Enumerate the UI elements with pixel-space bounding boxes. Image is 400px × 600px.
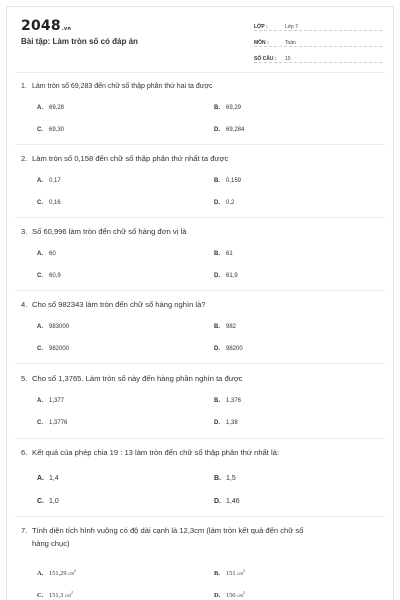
divider xyxy=(15,438,385,439)
meta-label: SỐ CÂU : xyxy=(254,56,277,62)
divider xyxy=(15,363,385,364)
option-a[interactable]: A. 0,17 xyxy=(37,178,61,184)
option-c[interactable]: C. 982000 xyxy=(37,346,70,352)
question-text: 3. Số 60,996 làm tròn đến chữ số hàng đơn vị là xyxy=(21,227,187,236)
meta-row-subject xyxy=(254,33,382,47)
option-c[interactable]: C. 1,3776 xyxy=(37,420,68,426)
option-a[interactable]: A. 69,28 xyxy=(37,105,65,111)
question-text: 5. Cho số 1,3765. Làm tròn số này đến hàng phần nghìn ta được xyxy=(21,374,243,383)
question-text: 6. Kết quả của phép chia 19 : 13 làm tròn đến chữ số thập phân thứ nhất là: xyxy=(21,448,280,457)
option-c[interactable]: C. 1,0 xyxy=(37,498,59,505)
option-a[interactable]: A. 983000 xyxy=(37,324,70,330)
question-text-continued: hàng chục) xyxy=(32,539,70,548)
option-c[interactable]: C. 60,9 xyxy=(37,273,61,279)
worksheet xyxy=(6,6,394,600)
option-d[interactable]: D. 61,9 xyxy=(214,273,238,279)
option-b[interactable]: B. 1,5 xyxy=(214,475,236,482)
option-d[interactable]: D. 1,38 xyxy=(214,420,238,426)
question-text: 7. Tính diện tích hình vuông có độ dài cạnh là 12,3cm (làm tròn kết quả đến chữ số xyxy=(21,526,304,535)
option-a[interactable]: A. 151,29 $cm^2$ xyxy=(37,568,77,578)
exercise-title: Bài tập: Làm tròn số có đáp án xyxy=(21,37,138,46)
option-a[interactable]: A. 1,377 xyxy=(37,398,65,404)
meta-value: Toán xyxy=(285,40,296,46)
meta-value: 15 xyxy=(285,56,291,62)
option-c[interactable]: C. 0,16 xyxy=(37,200,61,206)
divider xyxy=(15,516,385,517)
option-b[interactable]: B. 151 $cm^2$ xyxy=(214,568,246,578)
meta-label: MÔN : xyxy=(254,40,269,46)
option-d[interactable]: D. 98200 xyxy=(214,346,243,352)
option-b[interactable]: B. 1,376 xyxy=(214,398,242,404)
option-b[interactable]: B. 69,29 xyxy=(214,105,242,111)
meta-value: Lớp 7 xyxy=(285,24,299,30)
question-text: 1. Làm tròn số 69,283 đến chữ số thập phân thứ hai ta được xyxy=(21,83,213,90)
option-d[interactable]: D. 69,284 xyxy=(214,127,245,133)
option-b[interactable]: B. 61 xyxy=(214,251,233,257)
meta-label: LỚP : xyxy=(254,24,268,30)
site-logo[interactable]: 2048.vn xyxy=(21,18,72,34)
meta-info xyxy=(254,17,382,65)
option-d[interactable]: D. 1,46 xyxy=(214,498,240,505)
question-text: 2. Làm tròn số 0,158 đến chữ số thập phân thứ nhất ta được xyxy=(21,154,229,163)
worksheet-header xyxy=(7,7,393,65)
divider xyxy=(15,217,385,218)
meta-row-class xyxy=(254,17,382,31)
option-d[interactable]: D. 150 $cm^2$ xyxy=(214,590,246,600)
meta-row-count xyxy=(254,49,382,63)
divider xyxy=(15,72,385,73)
option-b[interactable]: B. 0,159 xyxy=(214,178,242,184)
divider xyxy=(15,144,385,145)
option-d[interactable]: D. 0,2 xyxy=(214,200,235,206)
question-text: 4. Cho số 982343 làm tròn đến chữ số hàng nghìn là? xyxy=(21,300,206,309)
option-a[interactable]: A. 60 xyxy=(37,251,56,257)
option-c[interactable]: C. 69,30 xyxy=(37,127,65,133)
option-c[interactable]: C. 151,3 $cm^2$ xyxy=(37,590,73,600)
divider xyxy=(15,290,385,291)
option-b[interactable]: B. 982 xyxy=(214,324,237,330)
option-a[interactable]: A. 1,4 xyxy=(37,475,59,482)
